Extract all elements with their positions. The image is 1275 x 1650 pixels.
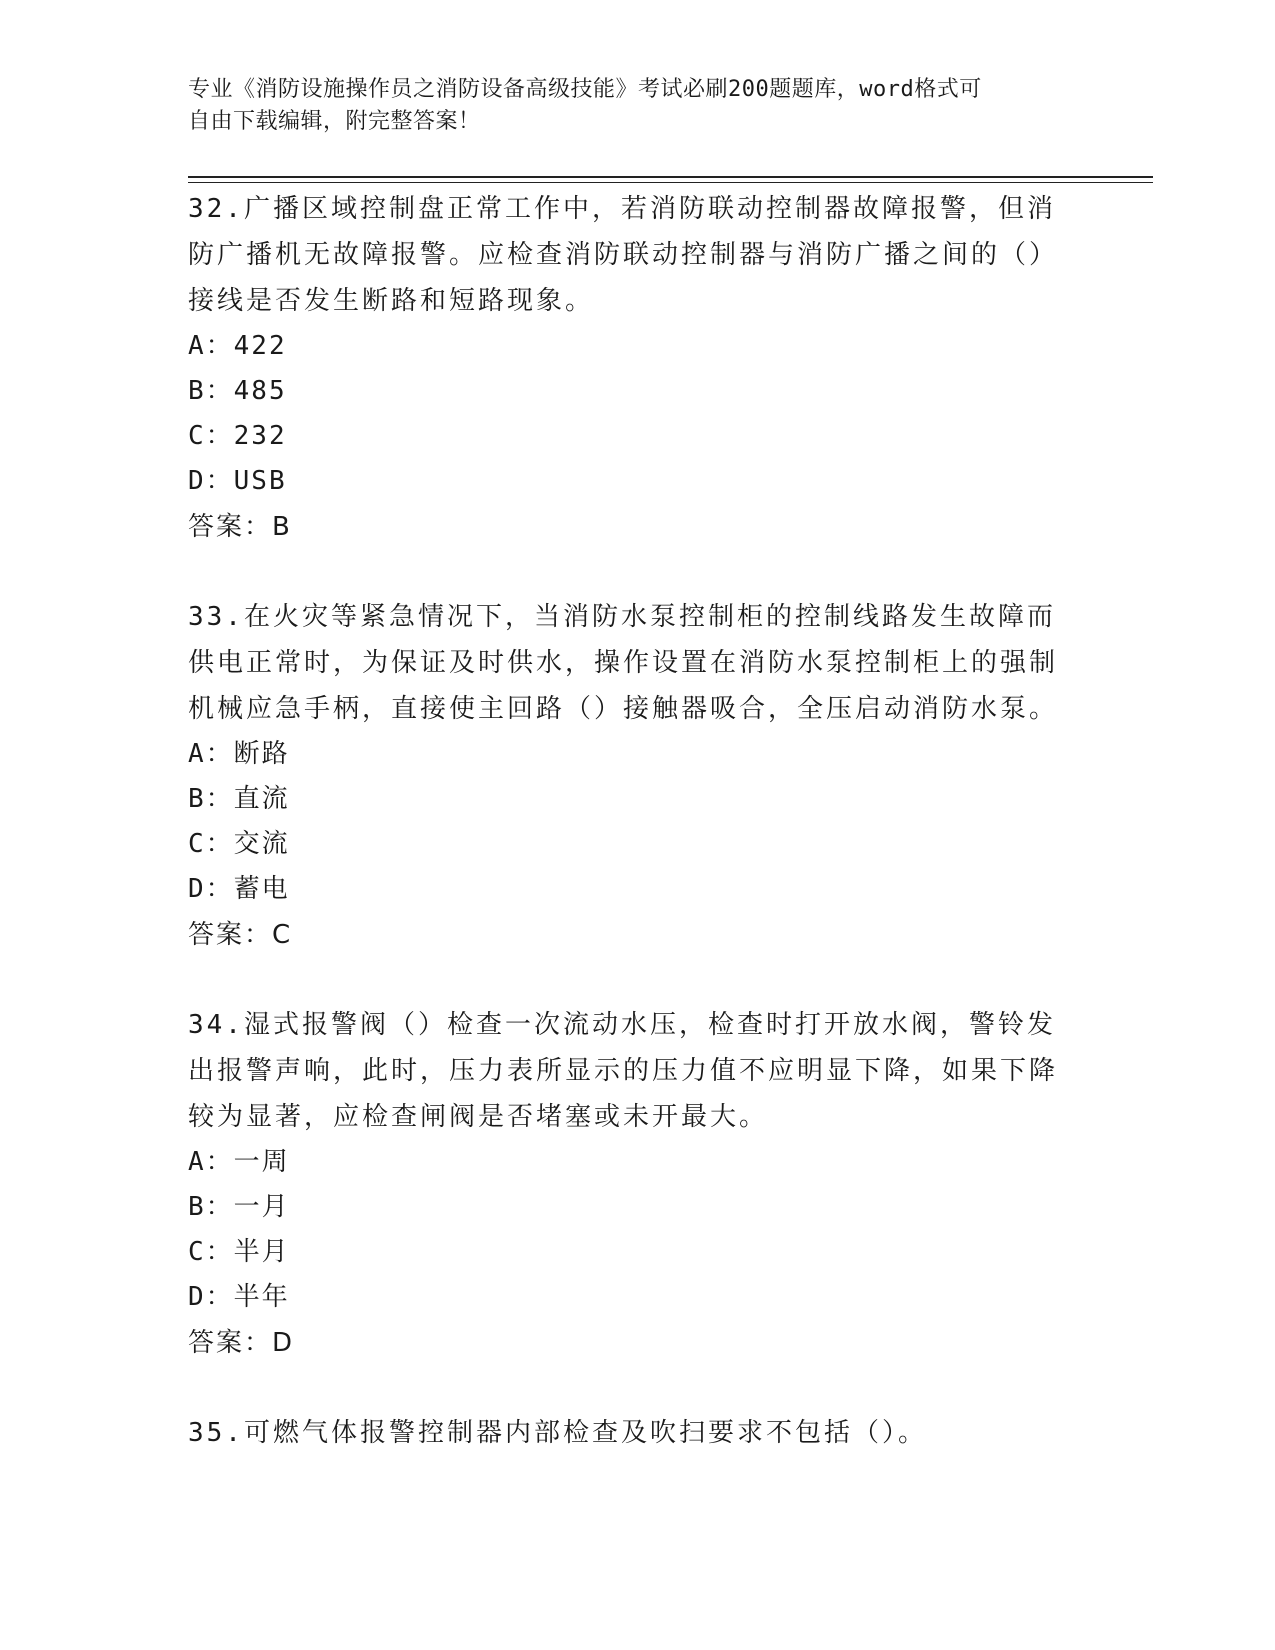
question-stem: 32.广播区域控制盘正常工作中，若消防联动控制器故障报警，但消防广播机无故障报警。应检查消防联动控制器与消防广播之间的（）接线是否发生断路和短路现象。 [188,194,1059,316]
option-b: B：直流 [188,784,290,814]
header-divider-bottom [188,182,1153,183]
document-header [188,74,1068,138]
option-c: C：232 [188,421,287,451]
question-35 [188,1410,1068,1456]
option-b: B：485 [188,376,287,406]
question-34 [188,1002,1068,1366]
option-d: D：蓄电 [188,874,290,904]
option-a: A：断路 [188,739,290,769]
option-c: C：交流 [188,829,290,859]
option-d: D：USB [188,466,287,496]
answer: 答案：B [188,512,292,542]
option-a: A：422 [188,331,287,361]
question-stem: 35.可燃气体报警控制器内部检查及吹扫要求不包括（）。 [188,1418,927,1448]
header-line-2: 自由下载编辑，附完整答案！ [188,109,481,134]
option-a: A：一周 [188,1147,290,1177]
option-b: B：一月 [188,1192,290,1222]
question-stem: 34.湿式报警阀（）检查一次流动水压，检查时打开放水阀，警铃发出报警声响，此时，压力表所显示的压力值不应明显下降，如果下降较为显著，应检查闸阀是否堵塞或未开最大。 [188,1010,1059,1132]
option-c: C：半月 [188,1237,290,1267]
question-32 [188,186,1068,550]
question-33 [188,594,1068,958]
answer: 答案：C [188,920,293,950]
option-d: D：半年 [188,1282,290,1312]
answer: 答案：D [188,1328,295,1358]
header-divider-top [188,176,1153,178]
question-stem: 33.在火灾等紧急情况下，当消防水泵控制柜的控制线路发生故障而供电正常时，为保证及时供水，操作设置在消防水泵控制柜上的强制机械应急手柄，直接使主回路（）接触器吸合，全压启动消防水泵。 [188,602,1059,724]
header-line-1: 专业《消防设施操作员之消防设备高级技能》考试必刷200题题库，word格式可 [188,77,982,102]
